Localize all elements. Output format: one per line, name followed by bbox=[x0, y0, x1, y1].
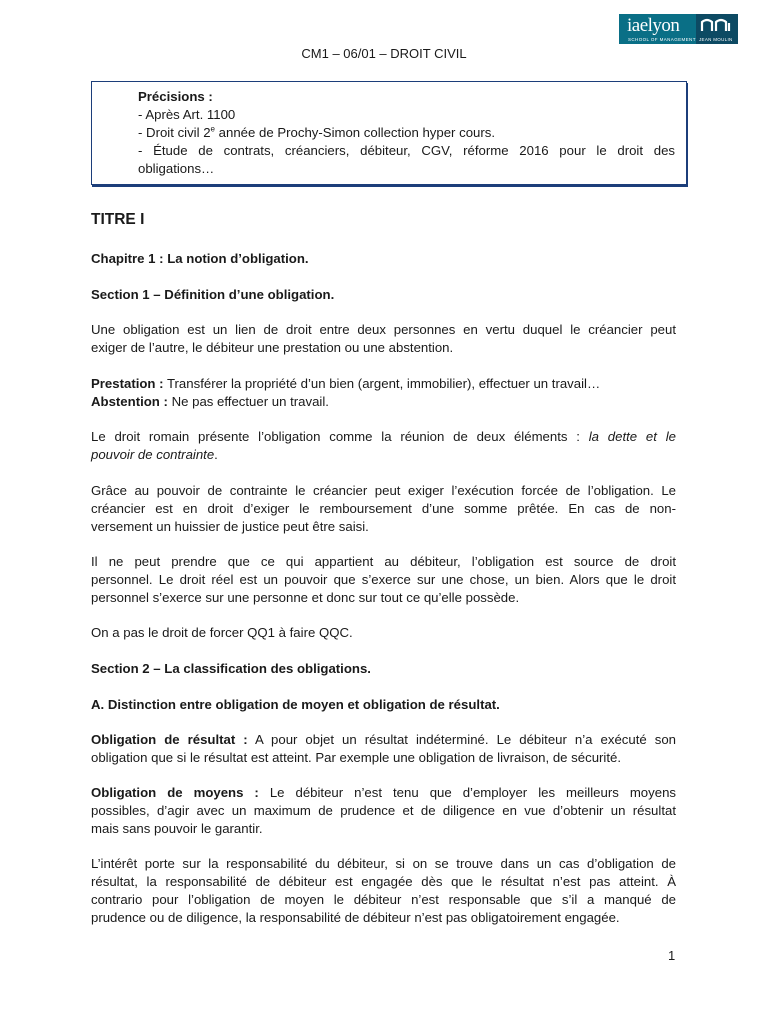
paragraph-text: A pour objet un résultat indéterminé. Le débiteur n’a exécuté son bbox=[247, 732, 676, 747]
notes-box bbox=[91, 81, 687, 185]
paragraph-line bbox=[91, 731, 676, 749]
notes-heading: Précisions : bbox=[138, 89, 213, 104]
paragraph-droit-personnel bbox=[91, 553, 676, 607]
paragraph-line: L’intérêt porte sur la responsabilité du débiteur, si on se trouve dans un cas d’obligation de bbox=[91, 856, 676, 871]
logo-wordmark bbox=[619, 14, 696, 44]
paragraph-forcer bbox=[91, 624, 676, 642]
titre-heading: TITRE I bbox=[91, 211, 145, 228]
abstention-label: Abstention : bbox=[91, 394, 168, 409]
paragraph-line: obligation que si le résultat est atteint. Par exemple une obligation de livraison, de sécurité. bbox=[91, 750, 622, 765]
page-number: 1 bbox=[668, 948, 676, 963]
paragraph-line: exiger de l’autre, le débiteur une prestation ou une abstention. bbox=[91, 340, 454, 355]
paragraph-line: On a pas le droit de forcer QQ1 à faire QQC. bbox=[91, 625, 353, 640]
abstention-text: Ne pas effectuer un travail. bbox=[167, 394, 329, 409]
prestation-line bbox=[91, 375, 676, 393]
page-header-title: CM1 – 06/01 – DROIT CIVIL bbox=[301, 46, 467, 61]
paragraph-line: résultat, la responsabilité de débiteur est engagée dès que le résultat n’est pas atteint. À bbox=[91, 874, 676, 889]
paragraph-text: . bbox=[214, 447, 218, 462]
paragraph-text: Le droit romain présente l’obligation comme la réunion de deux éléments : bbox=[91, 429, 580, 444]
paragraph-line bbox=[91, 428, 676, 446]
paragraph-line: Une obligation est un lien de droit entre deux personnes en vertu duquel le créancier peut bbox=[91, 322, 676, 337]
prestation-text: Transférer la propriété d’un bien (argent, immobilier), effectuer un travail… bbox=[163, 376, 601, 391]
university-mark-icon bbox=[700, 18, 734, 32]
paragraph-moyens bbox=[91, 784, 676, 838]
paragraph-line: Grâce au pouvoir de contrainte le créancier peut exiger l’exécution forcée de l’obligation. Le bbox=[91, 483, 676, 498]
logo-side-label: JEAN MOULIN bbox=[699, 37, 733, 42]
paragraph-line: Il ne peut prendre que ce qui appartient au débiteur, l’obligation est source de droit bbox=[91, 554, 676, 569]
paragraph-resultat bbox=[91, 731, 676, 767]
notes-line: - Après Art. 1100 bbox=[138, 107, 236, 122]
prestation-label: Prestation : bbox=[91, 376, 164, 391]
paragraph-contrainte bbox=[91, 482, 676, 536]
iae-lyon-logo bbox=[619, 14, 739, 44]
chapter-heading: Chapitre 1 : La notion d’obligation. bbox=[91, 251, 309, 266]
paragraph-line bbox=[91, 446, 676, 464]
paragraph-italic: la dette et le bbox=[579, 429, 676, 444]
paragraph-italic: pouvoir de contrainte bbox=[91, 447, 215, 462]
paragraph-line: contrario pour l’obligation de moyen le débiteur n’est responsable que s’il a manqué de bbox=[91, 892, 676, 907]
paragraph-text: Le débiteur n’est tenu que d’employer les meilleurs moyens bbox=[258, 785, 676, 800]
logo-tagline: SCHOOL OF MANAGEMENT bbox=[628, 37, 696, 42]
paragraph-prestation-abstention bbox=[91, 375, 676, 411]
paragraph-line: prudence ou de diligence, la responsabilité de débiteur n’est pas obligatoirement engagée. bbox=[91, 910, 620, 925]
paragraph-droit-romain bbox=[91, 428, 676, 464]
notes-line: obligations… bbox=[138, 161, 215, 176]
section-2-heading: Section 2 – La classification des obligations. bbox=[91, 661, 371, 676]
paragraph-line: créancier est en droit d’exiger le remboursement d’une somme prêtée. En cas de non- bbox=[91, 501, 676, 516]
logo-word: iaelyon bbox=[627, 15, 680, 36]
paragraph-definition bbox=[91, 321, 676, 357]
notes-line: - Droit civil 2e année de Prochy-Simon collection hyper cours. bbox=[138, 124, 496, 140]
paragraph-line: personnel s’exerce sur une personne et donc sur tout ce qu’elle possède. bbox=[91, 590, 520, 605]
abstention-line bbox=[91, 393, 676, 411]
paragraph-line: possibles, d’agir avec un maximum de prudence et de diligence en vue d’obtenir un résultat bbox=[91, 803, 676, 818]
moyens-label: Obligation de moyens : bbox=[91, 785, 259, 800]
resultat-label: Obligation de résultat : bbox=[91, 732, 248, 747]
paragraph-line: personnel. Le droit réel est un pouvoir que s’exerce sur une chose, un bien. Alors que le droit bbox=[91, 572, 676, 587]
section-a-heading: A. Distinction entre obligation de moyen et obligation de résultat. bbox=[91, 697, 500, 712]
notes-line: - Étude de contrats, créanciers, débiteur, CGV, réforme 2016 pour le droit des bbox=[138, 143, 675, 158]
paragraph-line: versement un huissier de justice peut être saisi. bbox=[91, 519, 369, 534]
section-1-heading: Section 1 – Définition d’une obligation. bbox=[91, 287, 335, 302]
paragraph-interet bbox=[91, 855, 676, 927]
paragraph-line: mais sans pouvoir le garantir. bbox=[91, 821, 263, 836]
logo-university-mark bbox=[696, 14, 738, 44]
paragraph-line bbox=[91, 784, 676, 802]
